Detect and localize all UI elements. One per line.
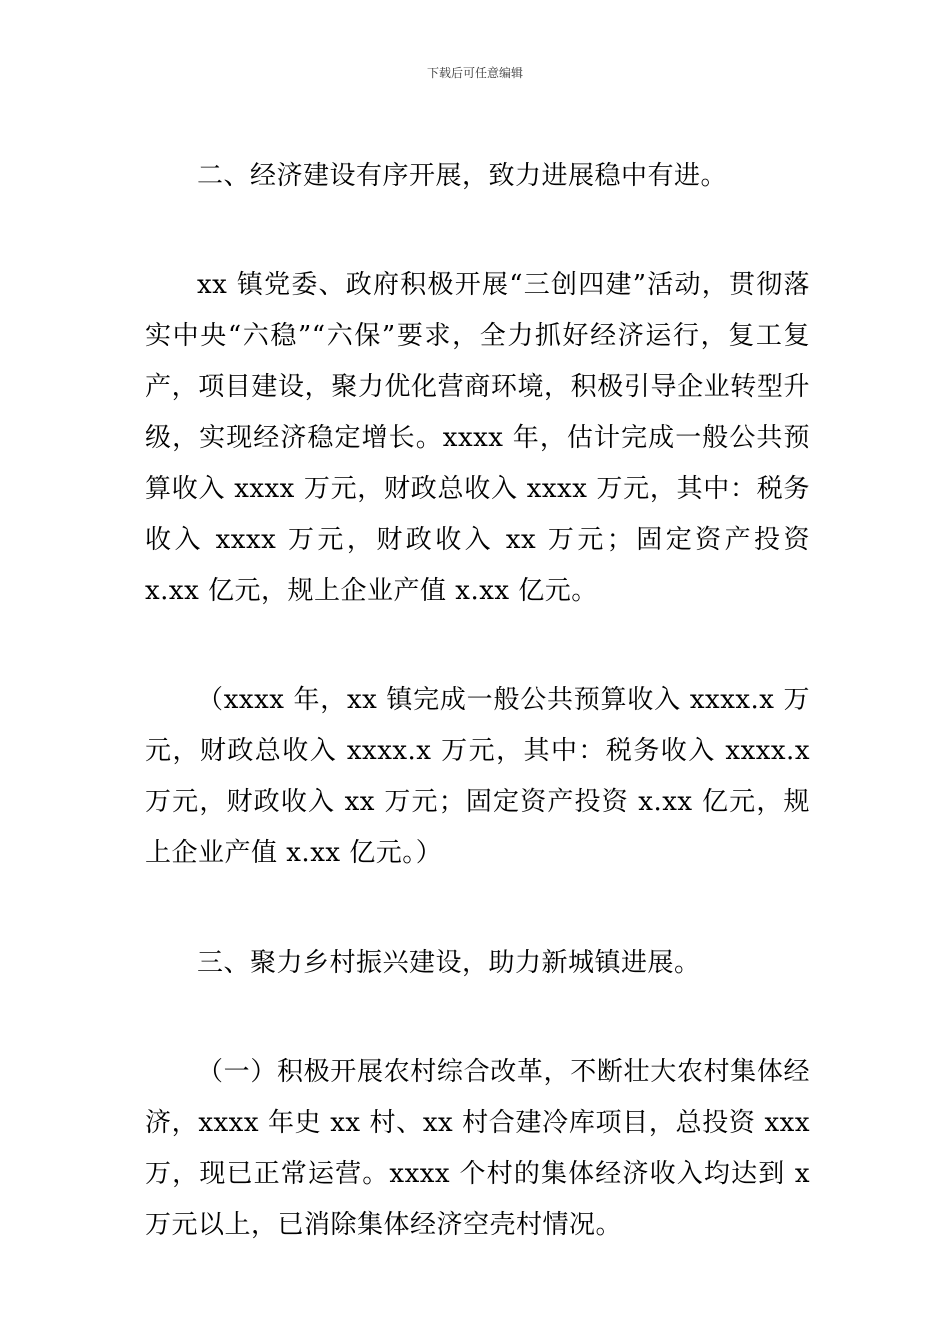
page-header: 下载后可任意编辑 bbox=[426, 66, 523, 80]
section-2-paragraph-2: （xxxx 年，xx 镇完成一般公共预算收入 xxxx.x 万元，财政总收入 xxxx.x 万元，其中：税务收入 xxxx.x 万元，财政收入 xx 万元；固定资产投资 x.xx 亿元，规上企业产值 x.xx 亿元。） bbox=[145, 685, 810, 868]
section-2-heading: 二、经济建设有序开展，致力进展稳中有进。 bbox=[197, 161, 728, 191]
section-2-paragraph-1: xx 镇党委、政府积极开展“三创四建”活动，贯彻落实中央“六稳”“六保”要求，全力抓好经济运行，复工复产，项目建设，聚力优化营商环境，积极引导企业转型升级，实现经济稳定增长。xxxx 年，估计完成一般公共预算收入 xxxx 万元，财政总收入 xxxx 万元，其中：税务收入 xxxx 万元，财政收入 xx 万元；固定资产投资 x.xx 亿元，规上企业产值 x.xx 亿元。 bbox=[145, 270, 810, 606]
document-body bbox=[145, 150, 810, 1309]
section-3-heading: 三、聚力乡村振兴建设，助力新城镇进展。 bbox=[197, 948, 701, 978]
section-3-paragraph-1: （一）积极开展农村综合改革，不断壮大农村集体经济，xxxx 年史 xx 村、xx 村合建冷库项目，总投资 xxx 万，现已正常运营。xxxx 个村的集体经济收入均达到 x 万元以上，已消除集体经济空壳村情况。 bbox=[145, 1057, 810, 1240]
